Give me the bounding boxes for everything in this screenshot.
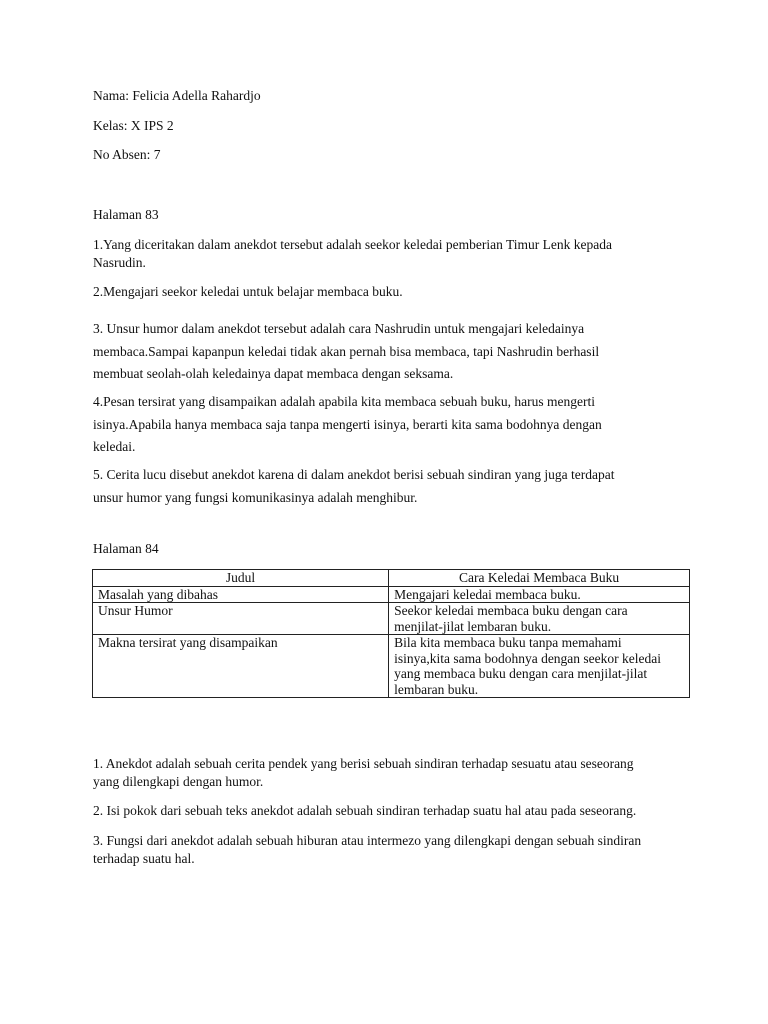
page-84-answer-2 xyxy=(93,802,683,820)
answer-line: 5. Cerita lucu disebut anekdot karena di dalam anekdot berisi sebuah sindiran yang juga terdapat xyxy=(93,467,615,482)
cell-line: yang membaca buku dengan cara menjilat-jilat xyxy=(394,666,648,681)
page-83-answer-5 xyxy=(93,463,683,509)
student-absence-number: No Absen: 7 xyxy=(93,147,161,162)
table-row-value xyxy=(389,586,690,603)
anecdote-summary-table xyxy=(92,569,690,698)
answer-line: 1.Yang diceritakan dalam anekdot tersebut adalah seekor keledai pemberian Timur Lenk kepada xyxy=(93,237,612,252)
answer-line: membaca.Sampai kapanpun keledai tidak akan pernah bisa membaca, tapi Nashrudin berhasil xyxy=(93,343,600,359)
answer-line: keledai. xyxy=(93,439,136,454)
answer-line: yang dilengkapi dengan humor. xyxy=(93,774,264,789)
table-row-value xyxy=(389,603,690,635)
answer-line: unsur humor yang fungsi komunikasinya adalah menghibur. xyxy=(93,490,418,505)
page-83-answer-4 xyxy=(93,391,683,459)
page-84-answer-1 xyxy=(93,755,683,791)
answer-line: 1. Anekdot adalah sebuah cerita pendek yang berisi sebuah sindiran terhadap sesuatu atau seseorang xyxy=(93,756,634,771)
table-row xyxy=(93,603,690,635)
page-84-heading: Halaman 84 xyxy=(93,541,159,556)
table-row xyxy=(93,635,690,698)
table-header-cell: Judul xyxy=(93,570,389,587)
answer-line: 2.Mengajari seekor keledai untuk belajar membaca buku. xyxy=(93,284,403,299)
page-83-answer-3 xyxy=(93,318,683,386)
student-name: Nama: Felicia Adella Rahardjo xyxy=(93,88,261,103)
cell-line: Bila kita membaca buku tanpa memahami xyxy=(394,635,622,650)
answer-line: membuat seolah-olah keledainya dapat membaca dengan seksama. xyxy=(93,366,454,381)
table-row-label: Masalah yang dibahas xyxy=(93,586,389,603)
table-row xyxy=(93,586,690,603)
table-row-label: Makna tersirat yang disampaikan xyxy=(93,635,389,698)
answer-line: 2. Isi pokok dari sebuah teks anekdot adalah sebuah sindiran terhadap suatu hal atau pada seseorang. xyxy=(93,803,637,818)
answer-line: 3. Fungsi dari anekdot adalah sebuah hiburan atau intermezo yang dilengkapi dengan sebuah sindiran xyxy=(93,833,642,848)
table-header-cell: Cara Keledai Membaca Buku xyxy=(389,570,690,587)
page-84-answer-3 xyxy=(93,832,683,868)
table-row-label: Unsur Humor xyxy=(93,603,389,635)
answer-line: terhadap suatu hal. xyxy=(93,851,195,866)
cell-line: lembaran buku. xyxy=(394,681,479,697)
page-83-answer-1 xyxy=(93,236,683,272)
page-83-heading: Halaman 83 xyxy=(93,207,159,222)
answer-line: isinya.Apabila hanya membaca saja tanpa mengerti isinya, berarti kita sama bodohnya dengan xyxy=(93,416,602,432)
cell-line: menjilat-jilat lembaran buku. xyxy=(394,618,552,634)
answer-line: 4.Pesan tersirat yang disampaikan adalah apabila kita membaca sebuah buku, harus mengerti xyxy=(93,394,595,409)
table-row-value xyxy=(389,635,690,698)
page-83-answer-2 xyxy=(93,283,683,301)
student-class: Kelas: X IPS 2 xyxy=(93,118,174,133)
cell-line: Mengajari keledai membaca buku. xyxy=(394,586,581,602)
cell-line: Seekor keledai membaca buku dengan cara xyxy=(394,603,628,618)
table-header-row xyxy=(93,570,690,587)
answer-line: 3. Unsur humor dalam anekdot tersebut adalah cara Nashrudin untuk mengajari keledainya xyxy=(93,321,585,336)
cell-line: isinya,kita sama bodohnya dengan seekor keledai xyxy=(394,650,662,666)
answer-line: Nasrudin. xyxy=(93,255,146,270)
